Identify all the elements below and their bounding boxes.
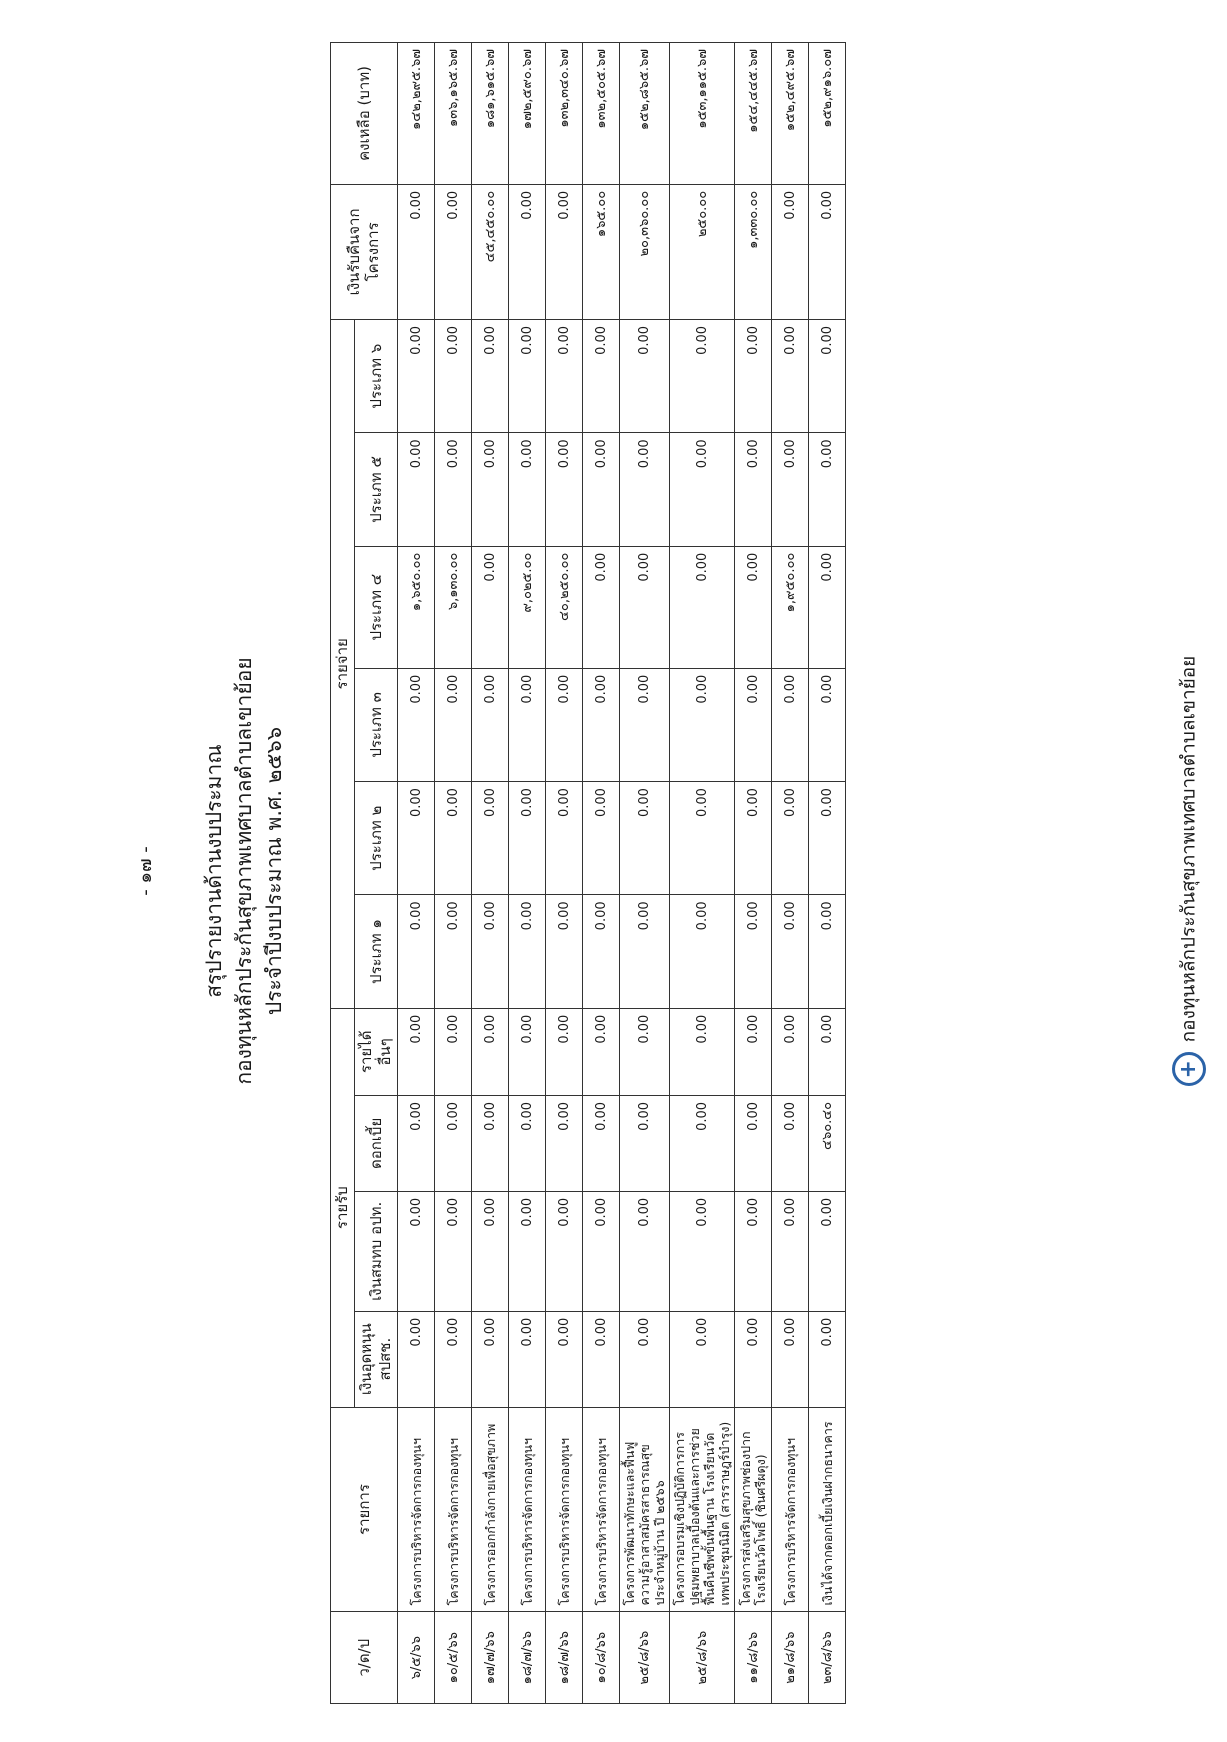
nhso-logo-icon: [1172, 1052, 1206, 1086]
header-refund: เงินรับคืนจาก โครงการ: [331, 184, 398, 319]
cell-type1: 0.00: [398, 895, 435, 1008]
cell-nhso: 0.00: [546, 1311, 583, 1407]
cell-interest: 0.00: [735, 1095, 772, 1191]
table-body: [398, 43, 846, 1704]
cell-date: ๑๘/๗/๖๖: [546, 1612, 583, 1704]
cell-interest: ๔๖๐.๔๐: [809, 1095, 846, 1191]
cell-balance: ๑๘๑,๖๑๕.๖๗: [472, 43, 509, 185]
table-row: [509, 43, 546, 1704]
cell-item: โครงการอบรมเชิงปฏิบัติการการปฐมพยาบาลเบื้องต้นและการช่วยฟื้นคืนชีพขั้นพื้นฐาน โรงเรียนวัดเทพประชุมนิมิต (สารราษฎร์บำรุง): [670, 1407, 735, 1612]
cell-type4: ๙,๐๒๕.๐๐: [509, 546, 546, 668]
cell-type4: 0.00: [809, 546, 846, 668]
cell-type4: ๑,๙๕๐.๐๐: [772, 546, 809, 668]
cell-type6: 0.00: [809, 319, 846, 432]
cell-type2: 0.00: [772, 782, 809, 895]
cell-balance: ๑๔๒,๒๙๕.๖๗: [398, 43, 435, 185]
table-row: [472, 43, 509, 1704]
cell-item: โครงการส่งเสริมสุขภาพช่องปาก โรงเรียนวัดโพธิ์ (ชินศรีผดุง): [735, 1407, 772, 1612]
cell-type6: 0.00: [472, 319, 509, 432]
cell-type3: 0.00: [509, 668, 546, 781]
cell-type1: 0.00: [472, 895, 509, 1008]
cell-refund: 0.00: [398, 184, 435, 319]
cell-type1: 0.00: [546, 895, 583, 1008]
cell-balance: ๑๓๒,๕๐๕.๖๗: [583, 43, 620, 185]
cell-balance: ๑๕๒,๙๑๖.๐๗: [809, 43, 846, 185]
cell-interest: 0.00: [546, 1095, 583, 1191]
cell-item: โครงการบริหารจัดการกองทุนฯ: [509, 1407, 546, 1612]
cell-nhso: 0.00: [472, 1311, 509, 1407]
cell-type1: 0.00: [583, 895, 620, 1008]
cell-interest: 0.00: [670, 1095, 735, 1191]
header-expense: รายจ่าย: [331, 319, 355, 1008]
cell-date: ๒๓/๘/๖๖: [809, 1612, 846, 1704]
cell-item: โครงการบริหารจัดการกองทุนฯ: [583, 1407, 620, 1612]
cell-type3: 0.00: [809, 668, 846, 781]
cell-date: ๖/๕/๖๖: [398, 1612, 435, 1704]
header-other: รายได้ อื่นๆ: [355, 1008, 398, 1095]
cell-type3: 0.00: [620, 668, 670, 781]
cell-type3: 0.00: [583, 668, 620, 781]
cell-nhso: 0.00: [809, 1311, 846, 1407]
cell-type5: 0.00: [809, 433, 846, 546]
header-type3: ประเภท ๓: [355, 668, 398, 781]
cell-refund: 0.00: [772, 184, 809, 319]
cell-interest: 0.00: [583, 1095, 620, 1191]
cell-lao: 0.00: [772, 1191, 809, 1311]
cell-type1: 0.00: [509, 895, 546, 1008]
cell-refund: ๑๖๕.๐๐: [583, 184, 620, 319]
table-row: [546, 43, 583, 1704]
cell-interest: 0.00: [435, 1095, 472, 1191]
cell-lao: 0.00: [435, 1191, 472, 1311]
cell-type2: 0.00: [583, 782, 620, 895]
cell-type1: 0.00: [772, 895, 809, 1008]
cell-item: โครงการบริหารจัดการกองทุนฯ: [772, 1407, 809, 1612]
cell-type6: 0.00: [435, 319, 472, 432]
cell-type5: 0.00: [398, 433, 435, 546]
cell-item: โครงการบริหารจัดการกองทุนฯ: [398, 1407, 435, 1612]
fund-name: กองทุนหลักประกันสุขภาพเทศบาลตำบลเขาย้อย: [232, 657, 256, 1085]
header-interest: ดอกเบี้ย: [355, 1095, 398, 1191]
cell-refund: ๒๕๐.๐๐: [670, 184, 735, 319]
cell-refund: 0.00: [546, 184, 583, 319]
cell-item: โครงการบริหารจัดการกองทุนฯ: [435, 1407, 472, 1612]
cell-type2: 0.00: [398, 782, 435, 895]
cell-type5: 0.00: [583, 433, 620, 546]
cell-type3: 0.00: [398, 668, 435, 781]
cell-nhso: 0.00: [670, 1311, 735, 1407]
cell-refund: 0.00: [509, 184, 546, 319]
cell-nhso: 0.00: [772, 1311, 809, 1407]
budget-table: [330, 42, 846, 1704]
cell-balance: ๑๓๖,๑๖๕.๖๗: [435, 43, 472, 185]
header-type4: ประเภท ๔: [355, 546, 398, 668]
table-row: [435, 43, 472, 1704]
cell-interest: 0.00: [772, 1095, 809, 1191]
cell-date: ๒๕/๘/๖๖: [670, 1612, 735, 1704]
cell-type6: 0.00: [735, 319, 772, 432]
cell-type6: 0.00: [398, 319, 435, 432]
cell-other: 0.00: [398, 1008, 435, 1095]
cell-type2: 0.00: [435, 782, 472, 895]
cell-nhso: 0.00: [735, 1311, 772, 1407]
cell-balance: ๑๗๒,๕๙๐.๖๗: [509, 43, 546, 185]
cell-lao: 0.00: [620, 1191, 670, 1311]
cell-type4: 0.00: [735, 546, 772, 668]
cell-type2: 0.00: [735, 782, 772, 895]
header-income: รายรับ: [331, 1008, 355, 1407]
cell-type3: 0.00: [735, 668, 772, 781]
cell-balance: ๑๕๓,๑๑๕.๖๗: [670, 43, 735, 185]
cell-lao: 0.00: [472, 1191, 509, 1311]
header-type5: ประเภท ๕: [355, 433, 398, 546]
cell-type5: 0.00: [472, 433, 509, 546]
cell-type1: 0.00: [435, 895, 472, 1008]
cell-lao: 0.00: [809, 1191, 846, 1311]
cell-type4: ๔๐,๒๕๐.๐๐: [546, 546, 583, 668]
cell-type3: 0.00: [435, 668, 472, 781]
cell-refund: 0.00: [435, 184, 472, 319]
cell-type6: 0.00: [620, 319, 670, 432]
cell-type2: 0.00: [509, 782, 546, 895]
cell-type2: 0.00: [546, 782, 583, 895]
cell-type6: 0.00: [670, 319, 735, 432]
cell-type3: 0.00: [472, 668, 509, 781]
cell-type5: 0.00: [546, 433, 583, 546]
cell-date: ๑๑/๘/๖๖: [735, 1612, 772, 1704]
header-date: ว/ด/ป: [331, 1612, 398, 1704]
cell-refund: 0.00: [809, 184, 846, 319]
cell-type6: 0.00: [546, 319, 583, 432]
cell-type6: 0.00: [772, 319, 809, 432]
cell-other: 0.00: [809, 1008, 846, 1095]
cell-nhso: 0.00: [620, 1311, 670, 1407]
cell-type6: 0.00: [509, 319, 546, 432]
cell-type5: 0.00: [772, 433, 809, 546]
cell-type1: 0.00: [670, 895, 735, 1008]
cell-item: โครงการพัฒนาทักษะและฟื้นฟูความรู้อาสาสมัครสาธารณสุขประจำหมู่บ้าน ปี ๒๕๖๖: [620, 1407, 670, 1612]
header-lao: เงินสมทบ อปท.: [355, 1191, 398, 1311]
cell-interest: 0.00: [620, 1095, 670, 1191]
cell-refund: ๒๐,๓๖๐.๐๐: [620, 184, 670, 319]
cell-other: 0.00: [472, 1008, 509, 1095]
cell-type4: ๖,๑๓๐.๐๐: [435, 546, 472, 668]
cell-type5: 0.00: [509, 433, 546, 546]
cell-type4: 0.00: [472, 546, 509, 668]
cell-item: เงินได้จากดอกเบี้ยเงินฝากธนาคาร: [809, 1407, 846, 1612]
fiscal-year: ประจำปีงบประมาณ พ.ศ. ๒๕๖๖: [262, 726, 286, 1016]
cell-type2: 0.00: [809, 782, 846, 895]
cell-lao: 0.00: [583, 1191, 620, 1311]
cell-type5: 0.00: [735, 433, 772, 546]
table-row: [620, 43, 670, 1704]
cell-type4: 0.00: [670, 546, 735, 668]
report-title: สรุปรายงานด้านงบประมาณ: [202, 744, 226, 998]
footer: [1172, 0, 1206, 1742]
header-balance: คงเหลือ (บาท): [331, 43, 398, 185]
cell-type3: 0.00: [546, 668, 583, 781]
footer-text: กองทุนหลักประกันสุขภาพเทศบาลตำบลเขาย้อย: [1177, 655, 1200, 1043]
cell-balance: ๑๓๒,๓๔๐.๖๗: [546, 43, 583, 185]
cell-type3: 0.00: [772, 668, 809, 781]
cell-type4: ๑,๖๕๐.๐๐: [398, 546, 435, 668]
table-row: [772, 43, 809, 1704]
cell-lao: 0.00: [546, 1191, 583, 1311]
cell-other: 0.00: [670, 1008, 735, 1095]
header-item: รายการ: [331, 1407, 398, 1612]
header-type2: ประเภท ๒: [355, 782, 398, 895]
cell-nhso: 0.00: [435, 1311, 472, 1407]
cell-item: โครงการออกกำลังกายเพื่อสุขภาพ: [472, 1407, 509, 1612]
table-row: [809, 43, 846, 1704]
cell-type1: 0.00: [735, 895, 772, 1008]
cell-balance: ๑๕๒,๔๙๕.๖๗: [772, 43, 809, 185]
cell-type2: 0.00: [670, 782, 735, 895]
cell-nhso: 0.00: [583, 1311, 620, 1407]
cell-type3: 0.00: [670, 668, 735, 781]
cell-type4: 0.00: [620, 546, 670, 668]
cell-refund: ๑,๓๓๐.๐๐: [735, 184, 772, 319]
table-row: [398, 43, 435, 1704]
cell-lao: 0.00: [398, 1191, 435, 1311]
cell-lao: 0.00: [735, 1191, 772, 1311]
cell-lao: 0.00: [509, 1191, 546, 1311]
cell-type1: 0.00: [620, 895, 670, 1008]
cell-date: ๒๕/๘/๖๖: [620, 1612, 670, 1704]
cell-balance: ๑๕๔,๔๔๕.๖๗: [735, 43, 772, 185]
cell-date: ๑๐/๕/๖๖: [435, 1612, 472, 1704]
cell-other: 0.00: [583, 1008, 620, 1095]
cell-date: ๑๗/๗/๖๖: [472, 1612, 509, 1704]
cell-other: 0.00: [620, 1008, 670, 1095]
page-number: - ๑๗ -: [135, 846, 156, 896]
cell-type6: 0.00: [583, 319, 620, 432]
cell-date: ๒๑/๘/๖๖: [772, 1612, 809, 1704]
cell-balance: ๑๕๒,๘๖๕.๖๗: [620, 43, 670, 185]
cell-type1: 0.00: [809, 895, 846, 1008]
header-nhso: เงินอุดหนุน สปสช.: [355, 1311, 398, 1407]
cell-other: 0.00: [435, 1008, 472, 1095]
table-row: [670, 43, 735, 1704]
cell-other: 0.00: [546, 1008, 583, 1095]
cell-refund: ๔๕,๔๕๐.๐๐: [472, 184, 509, 319]
cell-type5: 0.00: [620, 433, 670, 546]
cell-other: 0.00: [735, 1008, 772, 1095]
header-type1: ประเภท ๑: [355, 895, 398, 1008]
cell-interest: 0.00: [509, 1095, 546, 1191]
cell-other: 0.00: [772, 1008, 809, 1095]
cell-other: 0.00: [509, 1008, 546, 1095]
table-row: [735, 43, 772, 1704]
table-row: [583, 43, 620, 1704]
cell-lao: 0.00: [670, 1191, 735, 1311]
cell-interest: 0.00: [472, 1095, 509, 1191]
cell-item: โครงการบริหารจัดการกองทุนฯ: [546, 1407, 583, 1612]
cell-interest: 0.00: [398, 1095, 435, 1191]
cell-type4: 0.00: [583, 546, 620, 668]
cell-type2: 0.00: [620, 782, 670, 895]
header-type6: ประเภท ๖: [355, 319, 398, 432]
cell-nhso: 0.00: [398, 1311, 435, 1407]
cell-type5: 0.00: [435, 433, 472, 546]
cell-type2: 0.00: [472, 782, 509, 895]
cell-type5: 0.00: [670, 433, 735, 546]
cell-date: ๑๘/๗/๖๖: [509, 1612, 546, 1704]
cell-nhso: 0.00: [509, 1311, 546, 1407]
cell-date: ๑๐/๘/๖๖: [583, 1612, 620, 1704]
